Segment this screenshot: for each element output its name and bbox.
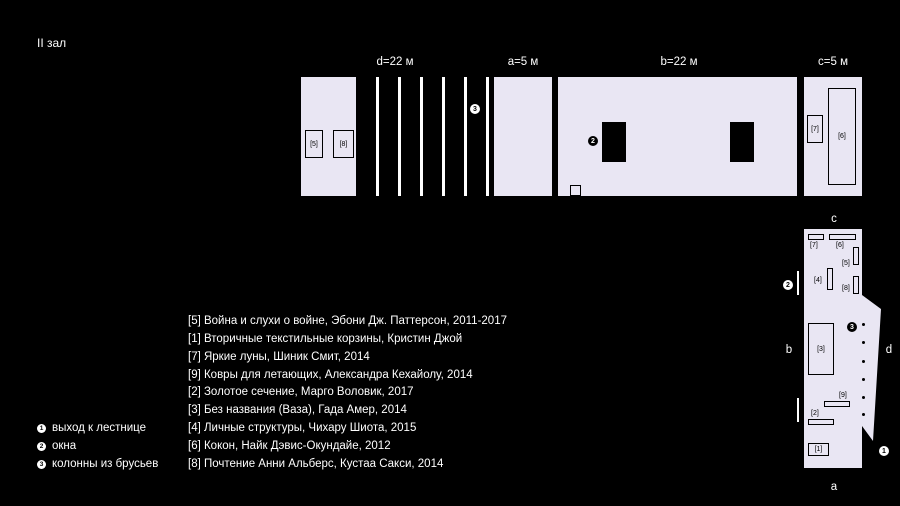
- legend-item: [8] Почтение Анни Альберс, Кустаа Сакси, 2014: [188, 458, 444, 470]
- column-dot: [862, 413, 865, 416]
- floor-artwork-3: [3]: [808, 323, 834, 375]
- marker-2-windows-floor: 2: [783, 280, 793, 290]
- marker-1-exit-floor: 1: [879, 446, 889, 456]
- legend-item: [2] Золотое сечение, Марго Воловик, 2017: [188, 386, 414, 398]
- floor-label-8: [8]: [842, 285, 850, 292]
- floor-label-5: [5]: [842, 260, 850, 267]
- floor-artwork-5: [853, 247, 859, 265]
- window-line: [797, 271, 799, 295]
- column-dot: [862, 360, 865, 363]
- floor-label-9: [9]: [839, 392, 847, 399]
- floor-artwork-2: [808, 419, 834, 425]
- legend-item: [5] Война и слухи о войне, Эбони Дж. Паттерсон, 2011-2017: [188, 315, 507, 327]
- marker-3-columns: 3: [470, 104, 480, 114]
- marker-3-columns-floor: 3: [847, 322, 857, 332]
- legend-item: [9] Ковры для летающих, Александра Кехайолу, 2014: [188, 369, 473, 381]
- column-dot: [862, 396, 865, 399]
- artwork-5-box: [5]: [305, 130, 323, 158]
- artwork-6-box: [6]: [828, 88, 856, 185]
- key-item: [37, 440, 76, 452]
- floor-artwork-9: [824, 401, 850, 407]
- edge-c-label: c: [831, 213, 837, 225]
- floor-label-2: [2]: [811, 410, 819, 417]
- key-item: [37, 458, 158, 470]
- key-text: окна: [52, 440, 77, 452]
- key-text: колонны из брусьев: [52, 458, 159, 470]
- legend-item: [7] Яркие луны, Шиник Смит, 2014: [188, 351, 370, 363]
- dimension-a-label: a=5 м: [507, 56, 539, 68]
- floor-artwork-7: [808, 234, 824, 240]
- dimension-c-label: c=5 м: [818, 56, 848, 68]
- floor-label-7: [7]: [810, 242, 818, 249]
- floor-artwork-1: [1]: [808, 443, 829, 456]
- artwork-7-box: [7]: [807, 115, 823, 143]
- artwork-8-box: [8]: [333, 130, 354, 158]
- key-marker-3: 3: [37, 460, 46, 469]
- floor-label-4: [4]: [814, 277, 822, 284]
- page-title: II зал: [37, 36, 67, 50]
- legend-item: [3] Без названия (Ваза), Гада Амер, 2014: [188, 404, 407, 416]
- edge-b-label: b: [785, 344, 793, 356]
- legend-item: [6] Кокон, Найк Дэвис-Окундайе, 2012: [188, 440, 391, 452]
- key-text: выход к лестнице: [52, 422, 147, 434]
- column-dot: [862, 323, 865, 326]
- dimension-b-label: b=22 м: [660, 56, 698, 68]
- window-line: [797, 398, 799, 422]
- floor-artwork-8: [853, 276, 859, 294]
- dimension-d-label: d=22 м: [376, 56, 414, 68]
- floor-artwork-6: [829, 234, 856, 240]
- key-marker-1: 1: [37, 424, 46, 433]
- column-dot: [862, 341, 865, 344]
- column-dot: [862, 378, 865, 381]
- edge-d-label: d: [885, 344, 893, 356]
- edge-a-label: a: [830, 481, 838, 493]
- floor-artwork-4: [827, 268, 833, 290]
- key-item: [37, 422, 146, 434]
- marker-2-windows: 2: [588, 136, 598, 146]
- floor-label-6: [6]: [836, 242, 844, 249]
- legend-item: [1] Вторичные текстильные корзины, Кристин Джой: [188, 333, 463, 345]
- legend-item: [4] Личные структуры, Чихару Шиота, 2015: [188, 422, 417, 434]
- key-marker-2: 2: [37, 442, 46, 451]
